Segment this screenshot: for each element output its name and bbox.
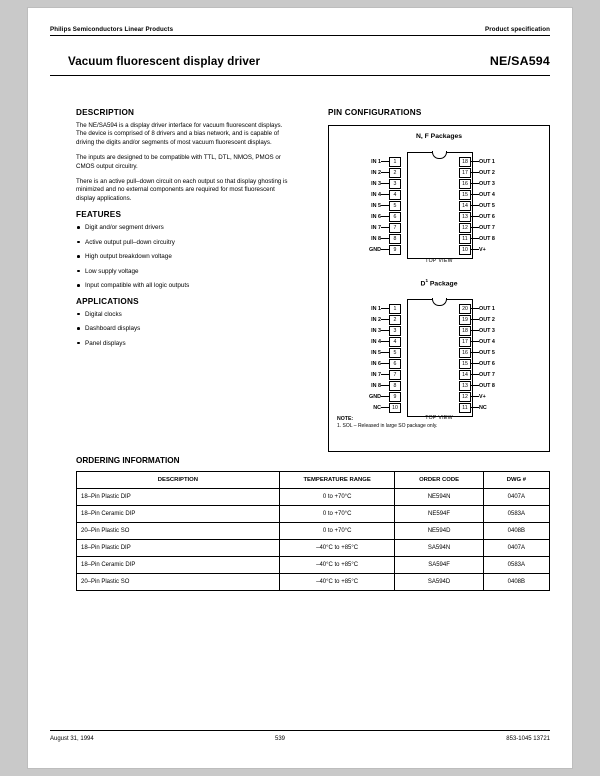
table-cell: 0407A — [483, 489, 549, 506]
pin-row — [339, 358, 401, 369]
footer-doc-code: 853-1045 13721 — [506, 736, 550, 742]
pin-label: GND — [369, 393, 381, 400]
list-item: Input compatible with all logic outputs — [76, 282, 291, 290]
pin-number: 16 — [459, 179, 471, 189]
pin-label: OUT 8 — [479, 382, 495, 389]
pin-number: 20 — [459, 304, 471, 314]
table-row — [77, 574, 550, 591]
header-left-text: Philips Semiconductors Linear Products — [50, 26, 174, 33]
pin-label: OUT 7 — [479, 224, 495, 231]
pin-lead — [381, 183, 389, 184]
d-package-title-suffix: Package — [428, 280, 458, 288]
pin-label: NC — [479, 404, 487, 411]
pin-number: 7 — [389, 370, 401, 380]
list-item: Active output pull–down circuitry — [76, 239, 291, 247]
table-cell: SA594D — [395, 574, 483, 591]
pin-label: OUT 5 — [479, 349, 495, 356]
pin-label: OUT 4 — [479, 338, 495, 345]
pin-label: IN 7 — [371, 371, 381, 378]
table-cell: NE594F — [395, 506, 483, 523]
table-cell: 20–Pin Plastic SO — [77, 574, 280, 591]
pin-number: 5 — [389, 348, 401, 358]
pin-label: NC — [373, 404, 381, 411]
left-column — [76, 108, 291, 354]
pin-label: OUT 3 — [479, 327, 495, 334]
note-text: 1. SOL – Released in large SO package only. — [337, 423, 438, 429]
pin-row — [339, 233, 401, 244]
pin-number: 8 — [389, 381, 401, 391]
pin-number: 12 — [459, 223, 471, 233]
d-package-title-superscript: 1 — [425, 278, 428, 283]
pin-label: IN 8 — [371, 382, 381, 389]
document-page — [28, 8, 572, 768]
pin-configurations-heading: PIN CONFIGURATIONS — [328, 108, 422, 117]
pin-row — [339, 325, 401, 336]
ordering-heading: ORDERING INFORMATION — [76, 456, 180, 465]
pin-lead — [471, 352, 479, 353]
pin-label: IN 2 — [371, 169, 381, 176]
pin-label: IN 1 — [371, 305, 381, 312]
pin-number: 4 — [389, 337, 401, 347]
pin-lead — [381, 363, 389, 364]
pin-number: 11 — [459, 403, 471, 413]
pin-number: 6 — [389, 359, 401, 369]
list-item: High output breakdown voltage — [76, 253, 291, 261]
pin-row — [459, 156, 495, 167]
pin-label: IN 7 — [371, 224, 381, 231]
table-row — [77, 540, 550, 557]
pin-row — [459, 325, 495, 336]
pin-lead — [471, 194, 479, 195]
column-header-order-code: ORDER CODE — [395, 472, 483, 489]
note-heading: NOTE: — [337, 416, 354, 422]
header-right-text: Product specification — [484, 26, 550, 33]
pin-number: 9 — [389, 245, 401, 255]
table-cell: SA594N — [395, 540, 483, 557]
pin-label: OUT 2 — [479, 316, 495, 323]
pin-lead — [471, 330, 479, 331]
pin-row — [339, 314, 401, 325]
pin-label: OUT 3 — [479, 180, 495, 187]
pin-label: IN 6 — [371, 213, 381, 220]
d-package-title-text: D — [420, 280, 426, 288]
table-row — [77, 523, 550, 540]
pin-label: OUT 5 — [479, 202, 495, 209]
description-heading: DESCRIPTION — [76, 108, 135, 117]
pin-configuration-box — [328, 125, 550, 452]
list-item: Panel displays — [76, 340, 291, 348]
table-cell: 0583A — [483, 506, 549, 523]
pin-lead — [381, 249, 389, 250]
table-row — [77, 506, 550, 523]
table-cell: –40°C to +85°C — [279, 540, 395, 557]
pin-row — [459, 347, 495, 358]
header-divider — [50, 35, 550, 36]
pin-row — [339, 189, 401, 200]
part-number: NE/SA594 — [489, 54, 550, 68]
table-cell: 18–Pin Plastic DIP — [77, 540, 280, 557]
pin-lead — [471, 183, 479, 184]
pin-row — [459, 369, 495, 380]
pin-row — [339, 156, 401, 167]
pin-row — [339, 369, 401, 380]
page-title: Vacuum fluorescent display driver — [68, 55, 261, 68]
table-cell: 0 to +70°C — [279, 489, 395, 506]
pin-lead — [471, 205, 479, 206]
table-cell: 0408B — [483, 523, 549, 540]
pin-row — [459, 178, 495, 189]
table-cell: 0 to +70°C — [279, 506, 395, 523]
ordering-information-section — [76, 456, 550, 591]
pin-label: OUT 6 — [479, 360, 495, 367]
column-header-description: DESCRIPTION — [77, 472, 280, 489]
pin-lead — [381, 341, 389, 342]
ordering-table — [76, 471, 550, 591]
description-paragraph-1: The NE/SA594 is a display driver interface for vacuum fluorescent displays. The device is comprised of 8 drivers and a bias network, and is capable of driving the digits and/or segments of most vacuum fluorescent displays. — [76, 122, 283, 146]
table-cell: SA594F — [395, 557, 483, 574]
pin-row — [459, 336, 495, 347]
pin-lead — [381, 352, 389, 353]
pin-number: 2 — [389, 315, 401, 325]
pin-row — [339, 167, 401, 178]
pin-number: 1 — [389, 304, 401, 314]
pin-number: 1 — [389, 157, 401, 167]
pin-row — [459, 244, 486, 255]
nf-package-diagram — [339, 146, 539, 264]
pin-row — [459, 211, 495, 222]
pin-label: OUT 7 — [479, 371, 495, 378]
pin-lead — [381, 407, 389, 408]
pin-row — [339, 391, 401, 402]
pin-number: 10 — [389, 403, 401, 413]
pin-label: OUT 2 — [479, 169, 495, 176]
pin-label: IN 3 — [371, 180, 381, 187]
column-header-dwg: DWG # — [483, 472, 549, 489]
column-header-temperature: TEMPERATURE RANGE — [279, 472, 395, 489]
pin-lead — [471, 374, 479, 375]
table-cell: NE594D — [395, 523, 483, 540]
pin-lead — [381, 330, 389, 331]
page-footer — [50, 736, 550, 742]
pin-row — [339, 244, 401, 255]
pin-lead — [471, 385, 479, 386]
pin-row — [459, 167, 495, 178]
pin-number: 3 — [389, 326, 401, 336]
pin-row — [339, 347, 401, 358]
pin-lead — [381, 227, 389, 228]
table-cell: –40°C to +85°C — [279, 557, 395, 574]
applications-heading: APPLICATIONS — [76, 296, 139, 306]
pin-label: IN 4 — [371, 338, 381, 345]
pin-number: 4 — [389, 190, 401, 200]
pin-lead — [381, 216, 389, 217]
pin-number: 14 — [459, 370, 471, 380]
pin-number: 15 — [459, 359, 471, 369]
pin-row — [339, 200, 401, 211]
nf-top-view-label: TOP VIEW — [425, 258, 453, 264]
pin-config-note — [337, 416, 437, 430]
table-cell: 18–Pin Ceramic DIP — [77, 506, 280, 523]
pin-label: IN 3 — [371, 327, 381, 334]
d-notch-mask — [433, 298, 444, 300]
table-cell: NE594N — [395, 489, 483, 506]
table-cell: 18–Pin Ceramic DIP — [77, 557, 280, 574]
features-list — [76, 224, 291, 290]
pin-number: 8 — [389, 234, 401, 244]
table-cell: 0583A — [483, 557, 549, 574]
pin-lead — [381, 396, 389, 397]
d-package-diagram — [339, 293, 539, 421]
pin-number: 18 — [459, 157, 471, 167]
pin-row — [339, 222, 401, 233]
pin-lead — [381, 385, 389, 386]
pin-lead — [471, 396, 479, 397]
pin-label: IN 4 — [371, 191, 381, 198]
pin-row — [459, 380, 495, 391]
pin-number: 17 — [459, 168, 471, 178]
pin-label: GND — [369, 246, 381, 253]
pin-lead — [381, 205, 389, 206]
pin-number: 3 — [389, 179, 401, 189]
table-cell: 18–Pin Plastic DIP — [77, 489, 280, 506]
table-row — [77, 489, 550, 506]
title-divider — [50, 75, 550, 76]
features-heading: FEATURES — [76, 210, 122, 220]
pin-row — [339, 211, 401, 222]
applications-list — [76, 311, 291, 348]
pin-lead — [381, 319, 389, 320]
right-column — [328, 108, 550, 452]
nf-package-title: N, F Packages — [415, 133, 463, 140]
table-cell: 0407A — [483, 540, 549, 557]
pin-number: 17 — [459, 337, 471, 347]
pin-lead — [471, 216, 479, 217]
pin-lead — [471, 238, 479, 239]
pin-row — [459, 222, 495, 233]
pin-row — [459, 303, 495, 314]
pin-number: 13 — [459, 212, 471, 222]
pin-row — [459, 233, 495, 244]
pin-label: OUT 4 — [479, 191, 495, 198]
d-package-title — [329, 278, 549, 287]
pin-row — [459, 314, 495, 325]
table-cell: 0408B — [483, 574, 549, 591]
table-row — [77, 557, 550, 574]
list-item: Low supply voltage — [76, 268, 291, 276]
pin-lead — [471, 341, 479, 342]
pin-lead — [381, 308, 389, 309]
pin-label: IN 5 — [371, 349, 381, 356]
pin-label: IN 8 — [371, 235, 381, 242]
pin-label: OUT 1 — [479, 305, 495, 312]
pin-lead — [471, 161, 479, 162]
pin-lead — [381, 374, 389, 375]
pin-row — [459, 200, 495, 211]
pin-lead — [471, 172, 479, 173]
title-row — [68, 54, 550, 68]
pin-number: 15 — [459, 190, 471, 200]
pin-label: IN 6 — [371, 360, 381, 367]
pin-label: OUT 1 — [479, 158, 495, 165]
table-header-row — [77, 472, 550, 489]
pin-number: 14 — [459, 201, 471, 211]
pin-lead — [471, 227, 479, 228]
pin-label: OUT 6 — [479, 213, 495, 220]
pin-label: IN 1 — [371, 158, 381, 165]
d-top-view-label: TOP VIEW — [425, 415, 453, 422]
pin-number: 13 — [459, 381, 471, 391]
pin-row — [339, 336, 401, 347]
pin-label: IN 5 — [371, 202, 381, 209]
pin-row — [459, 358, 495, 369]
pin-number: 19 — [459, 315, 471, 325]
pin-lead — [471, 319, 479, 320]
pin-number: 6 — [389, 212, 401, 222]
pin-lead — [381, 194, 389, 195]
list-item: Dashboard displays — [76, 325, 291, 333]
pin-lead — [471, 308, 479, 309]
description-paragraph-2: The inputs are designed to be compatible with TTL, DTL, NMOS, PMOS or CMOS output circuitry. — [76, 154, 281, 170]
pin-row — [459, 391, 486, 402]
page-header — [50, 26, 550, 33]
pin-number: 18 — [459, 326, 471, 336]
pin-label: IN 2 — [371, 316, 381, 323]
pin-number: 2 — [389, 168, 401, 178]
pin-number: 12 — [459, 392, 471, 402]
table-cell: –40°C to +85°C — [279, 574, 395, 591]
pin-label: V+ — [479, 393, 486, 400]
pin-row — [339, 380, 401, 391]
table-cell: 20–Pin Plastic SO — [77, 523, 280, 540]
pin-row — [339, 178, 401, 189]
pin-lead — [471, 363, 479, 364]
description-paragraph-3: There is an active pull–down circuit on each output so that display ghosting is minimized and no external components are required for most fluorescent display applications. — [76, 178, 288, 202]
list-item: Digit and/or segment drivers — [76, 224, 291, 232]
footer-page-number: 539 — [274, 736, 285, 742]
footer-divider — [50, 730, 550, 731]
pin-label: V+ — [479, 246, 486, 253]
pin-lead — [381, 161, 389, 162]
list-item: Digital clocks — [76, 311, 291, 319]
pin-lead — [381, 238, 389, 239]
pin-number: 9 — [389, 392, 401, 402]
pin-row — [459, 189, 495, 200]
pin-lead — [471, 407, 479, 408]
pin-number: 5 — [389, 201, 401, 211]
pin-number: 10 — [459, 245, 471, 255]
pin-number: 7 — [389, 223, 401, 233]
pin-lead — [381, 172, 389, 173]
pin-label: OUT 8 — [479, 235, 495, 242]
pin-number: 11 — [459, 234, 471, 244]
pin-row — [459, 402, 487, 413]
pin-row — [339, 303, 401, 314]
pin-row — [339, 402, 401, 413]
footer-date: August 31, 1994 — [50, 736, 94, 742]
pin-number: 16 — [459, 348, 471, 358]
pin-lead — [471, 249, 479, 250]
table-cell: 0 to +70°C — [279, 523, 395, 540]
nf-notch-mask — [433, 151, 444, 153]
